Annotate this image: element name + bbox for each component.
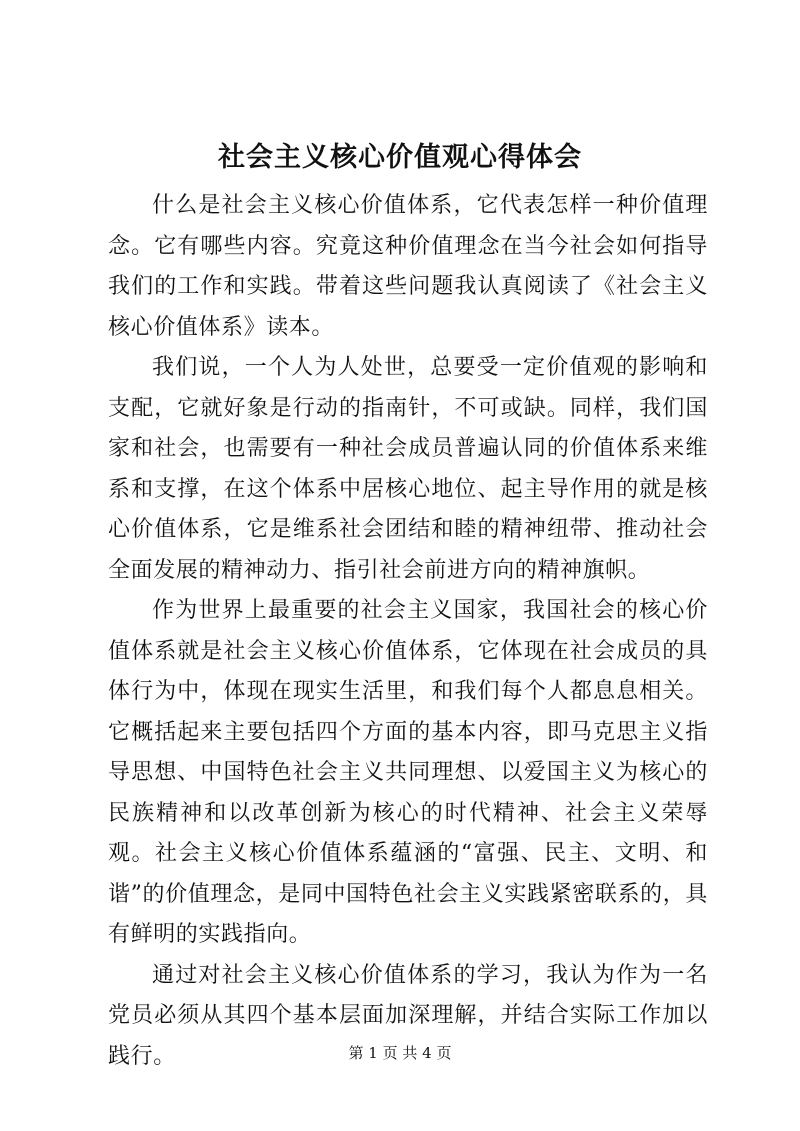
page-footer: 第 1 页 共 4 页 [348,1044,452,1062]
document-body [108,186,708,1077]
paragraph-3: 作为世界上最重要的社会主义国家，我国社会的核心价值体系就是社会主义核心价值体系，它体现在社会成员的具体行为中，体现在现实生活里，和我们每个人都息息相关。它概括起来主要包括四个方面的基本内容，即马克思主义指导思想、中国特色社会主义共同理想、以爱国主义为核心的民族精神和以改革创新为核心的时代精神、社会主义荣辱观。社会主义核心价值体系蕴涵的“富强、民主、文明、和谐”的价值理念，是同中国特色社会主义实践紧密联系的，具有鲜明的实践指向。 [108,598,708,947]
paragraph-2: 我们说，一个人为人处世，总要受一定价值观的影响和支配，它就好象是行动的指南针，不可或缺。同样，我们国家和社会，也需要有一种社会成员普遍认同的价值体系来维系和支撑，在这个体系中居核心地位、起主导作用的就是核心价值体系，它是维系社会团结和睦的精神纽带、推动社会全面发展的精神动力、指引社会前进方向的精神旗帜。 [108,355,708,583]
paragraph-1: 什么是社会主义核心价值体系，它代表怎样一种价值理念。它有哪些内容。究竟这种价值理念在当今社会如何指导我们的工作和实践。带着这些问题我认真阅读了《社会主义核心价值体系》读本。 [108,193,708,340]
paragraph-4: 通过对社会主义核心价值体系的学习，我认为作为一名党员必须从其四个基本层面加深理解，并结合实际工作加以践行。 [108,962,708,1069]
document-title: 社会主义核心价值观心得体会 [218,142,582,173]
